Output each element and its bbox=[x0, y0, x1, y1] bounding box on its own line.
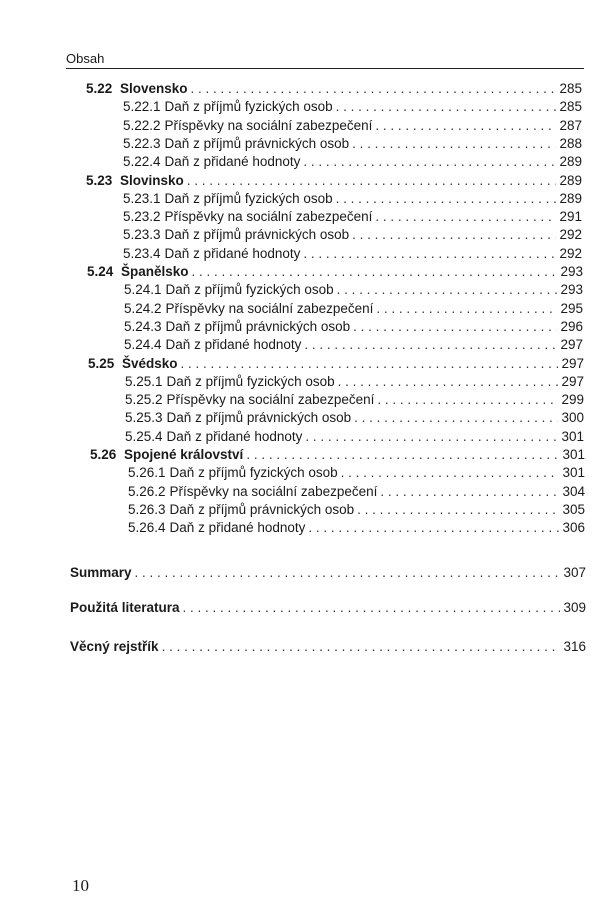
entry-number: 5.22.4 bbox=[123, 154, 161, 170]
entry-number: 5.25.2 bbox=[125, 392, 163, 408]
leader-dots bbox=[380, 483, 559, 501]
entry-title: Daň z příjmů fyzických osob bbox=[166, 373, 335, 389]
entry-title: Daň z přidané hodnoty bbox=[164, 245, 301, 261]
entry-page-number: 307 bbox=[563, 565, 586, 580]
entry-page-number: 301 bbox=[561, 428, 584, 444]
toc-subsection-entry bbox=[125, 409, 584, 427]
leader-dots bbox=[246, 446, 559, 464]
entry-page-number: 309 bbox=[563, 600, 586, 615]
entry-page-number: 285 bbox=[559, 81, 582, 96]
entry-number: 5.26 bbox=[90, 447, 117, 462]
entry-page-number: 292 bbox=[559, 227, 582, 243]
toc-section-entry bbox=[86, 172, 582, 190]
leader-dots bbox=[187, 172, 557, 190]
entry-number: 5.24.4 bbox=[124, 337, 162, 353]
toc-subsection-entry bbox=[123, 135, 582, 153]
entry-title: Příspěvky na sociální zabezpečení bbox=[164, 117, 373, 133]
entry-number: 5.23 bbox=[86, 172, 113, 188]
leader-dots bbox=[354, 409, 558, 427]
entry-title: Daň z přidané hodnoty bbox=[169, 520, 306, 536]
entry-page-number: 300 bbox=[561, 410, 584, 426]
page-number: 10 bbox=[72, 876, 89, 895]
entry-title: Věcný rejstřík bbox=[70, 639, 159, 654]
entry-number: 5.26.2 bbox=[128, 483, 166, 499]
leader-dots bbox=[191, 80, 557, 98]
entry-title: Příspěvky na sociální zabezpečení bbox=[166, 392, 375, 408]
entry-number: 5.25.1 bbox=[125, 373, 163, 389]
leader-dots bbox=[352, 226, 556, 244]
leader-dots bbox=[135, 564, 561, 582]
entry-title: Daň z příjmů právnických osob bbox=[164, 135, 350, 151]
entry-page-number: 288 bbox=[559, 135, 582, 151]
leader-dots bbox=[305, 428, 558, 446]
entry-title: Použitá literatura bbox=[70, 600, 180, 615]
toc-subsection-entry bbox=[124, 300, 583, 318]
toc-subsection-entry bbox=[123, 208, 582, 226]
entry-number: 5.23.3 bbox=[123, 227, 161, 243]
leader-dots bbox=[338, 373, 559, 391]
leader-dots bbox=[336, 190, 557, 208]
leader-dots bbox=[162, 638, 561, 656]
toc-subsection-entry bbox=[125, 373, 584, 391]
entry-page-number: 293 bbox=[560, 282, 583, 298]
running-header: Obsah bbox=[66, 51, 584, 69]
toc-subsection-entry bbox=[128, 464, 585, 482]
entry-page-number: 305 bbox=[562, 501, 585, 517]
entry-page-number: 297 bbox=[560, 337, 583, 353]
entry-number: 5.25.3 bbox=[125, 410, 163, 426]
toc-subsection-entry bbox=[125, 428, 584, 446]
entry-title: Španělsko bbox=[121, 264, 189, 279]
entry-title: Daň z příjmů fyzických osob bbox=[164, 99, 333, 115]
toc-subsection-entry bbox=[123, 117, 582, 135]
toc-subsection-entry bbox=[124, 281, 583, 299]
leader-dots bbox=[337, 281, 558, 299]
leader-dots bbox=[336, 98, 557, 116]
entry-title: Summary bbox=[70, 565, 132, 580]
entry-title: Daň z příjmů právnických osob bbox=[165, 318, 351, 334]
leader-dots bbox=[377, 391, 558, 409]
entry-page-number: 297 bbox=[561, 373, 584, 389]
entry-title: Daň z přidané hodnoty bbox=[164, 154, 301, 170]
leader-dots bbox=[375, 208, 556, 226]
leader-dots bbox=[183, 599, 561, 617]
entry-title: Příspěvky na sociální zabezpečení bbox=[169, 483, 378, 499]
entry-page-number: 301 bbox=[562, 447, 585, 462]
entry-number: 5.22.1 bbox=[123, 99, 161, 115]
toc-subsection-entry bbox=[128, 501, 585, 519]
entry-page-number: 304 bbox=[562, 483, 585, 499]
toc-section-entry bbox=[87, 263, 583, 281]
entry-title: Daň z příjmů právnických osob bbox=[166, 410, 352, 426]
toc-subsection-entry bbox=[123, 153, 582, 171]
entry-page-number: 295 bbox=[560, 300, 583, 316]
entry-number: 5.25 bbox=[88, 355, 115, 371]
entry-number: 5.22 bbox=[86, 81, 113, 96]
leader-dots bbox=[192, 263, 558, 281]
leader-dots bbox=[376, 300, 557, 318]
entry-page-number: 306 bbox=[562, 520, 585, 536]
entry-page-number: 316 bbox=[563, 639, 586, 654]
toc-subsection-entry bbox=[128, 483, 585, 501]
entry-title: Švédsko bbox=[122, 355, 178, 371]
leader-dots bbox=[303, 245, 556, 263]
entry-number: 5.23.2 bbox=[123, 209, 161, 225]
entry-number: 5.26.3 bbox=[128, 501, 166, 517]
entry-number: 5.22.2 bbox=[123, 117, 161, 133]
entry-title: Daň z příjmů fyzických osob bbox=[169, 465, 338, 481]
entry-title: Slovinsko bbox=[120, 172, 184, 188]
leader-dots bbox=[375, 117, 556, 135]
entry-title: Spojené království bbox=[124, 447, 244, 462]
leader-dots bbox=[353, 318, 557, 336]
leader-dots bbox=[303, 153, 556, 171]
entry-title: Daň z přidané hodnoty bbox=[166, 428, 303, 444]
entry-page-number: 293 bbox=[560, 264, 583, 279]
toc-subsection-entry bbox=[123, 245, 582, 263]
toc-section-entry bbox=[86, 80, 582, 98]
entry-page-number: 292 bbox=[559, 245, 582, 261]
entry-title: Daň z příjmů fyzických osob bbox=[164, 190, 333, 206]
entry-title: Příspěvky na sociální zabezpečení bbox=[164, 209, 373, 225]
entry-title: Příspěvky na sociální zabezpečení bbox=[165, 300, 374, 316]
entry-page-number: 289 bbox=[559, 190, 582, 206]
leader-dots bbox=[352, 135, 556, 153]
toc-subsection-entry bbox=[128, 519, 585, 537]
entry-page-number: 299 bbox=[561, 392, 584, 408]
entry-number: 5.25.4 bbox=[125, 428, 163, 444]
toc-section-entry bbox=[88, 355, 584, 373]
entry-page-number: 296 bbox=[560, 318, 583, 334]
entry-page-number: 287 bbox=[559, 117, 582, 133]
entry-number: 5.24.2 bbox=[124, 300, 162, 316]
entry-title: Slovensko bbox=[120, 81, 188, 96]
entry-number: 5.24 bbox=[87, 264, 114, 279]
entry-page-number: 289 bbox=[559, 154, 582, 170]
leader-dots bbox=[357, 501, 559, 519]
entry-title: Daň z přidané hodnoty bbox=[165, 337, 302, 353]
entry-page-number: 291 bbox=[559, 209, 582, 225]
entry-page-number: 297 bbox=[561, 355, 584, 371]
toc-chapter-entry bbox=[70, 638, 586, 656]
entry-number: 5.24.1 bbox=[124, 282, 162, 298]
toc-chapter-entry bbox=[70, 564, 586, 582]
toc-subsection-entry bbox=[123, 226, 582, 244]
leader-dots bbox=[308, 519, 559, 537]
entry-title: Daň z příjmů právnických osob bbox=[164, 227, 350, 243]
entry-number: 5.23.1 bbox=[123, 190, 161, 206]
toc-subsection-entry bbox=[124, 336, 583, 354]
entry-page-number: 289 bbox=[559, 172, 582, 188]
entry-page-number: 301 bbox=[562, 465, 585, 481]
toc-subsection-entry bbox=[123, 190, 582, 208]
entry-number: 5.24.3 bbox=[124, 318, 162, 334]
leader-dots bbox=[304, 336, 557, 354]
entry-number: 5.26.4 bbox=[128, 520, 166, 536]
toc-subsection-entry bbox=[125, 391, 584, 409]
toc-subsection-entry bbox=[123, 98, 582, 116]
entry-title: Daň z příjmů právnických osob bbox=[169, 501, 355, 517]
toc-subsection-entry bbox=[124, 318, 583, 336]
leader-dots bbox=[341, 464, 560, 482]
leader-dots bbox=[181, 355, 559, 373]
entry-number: 5.22.3 bbox=[123, 135, 161, 151]
toc-section-entry bbox=[90, 446, 585, 464]
entry-title: Daň z příjmů fyzických osob bbox=[165, 282, 334, 298]
entry-number: 5.26.1 bbox=[128, 465, 166, 481]
entry-number: 5.23.4 bbox=[123, 245, 161, 261]
entry-page-number: 285 bbox=[559, 99, 582, 115]
toc-chapter-entry bbox=[70, 599, 586, 617]
